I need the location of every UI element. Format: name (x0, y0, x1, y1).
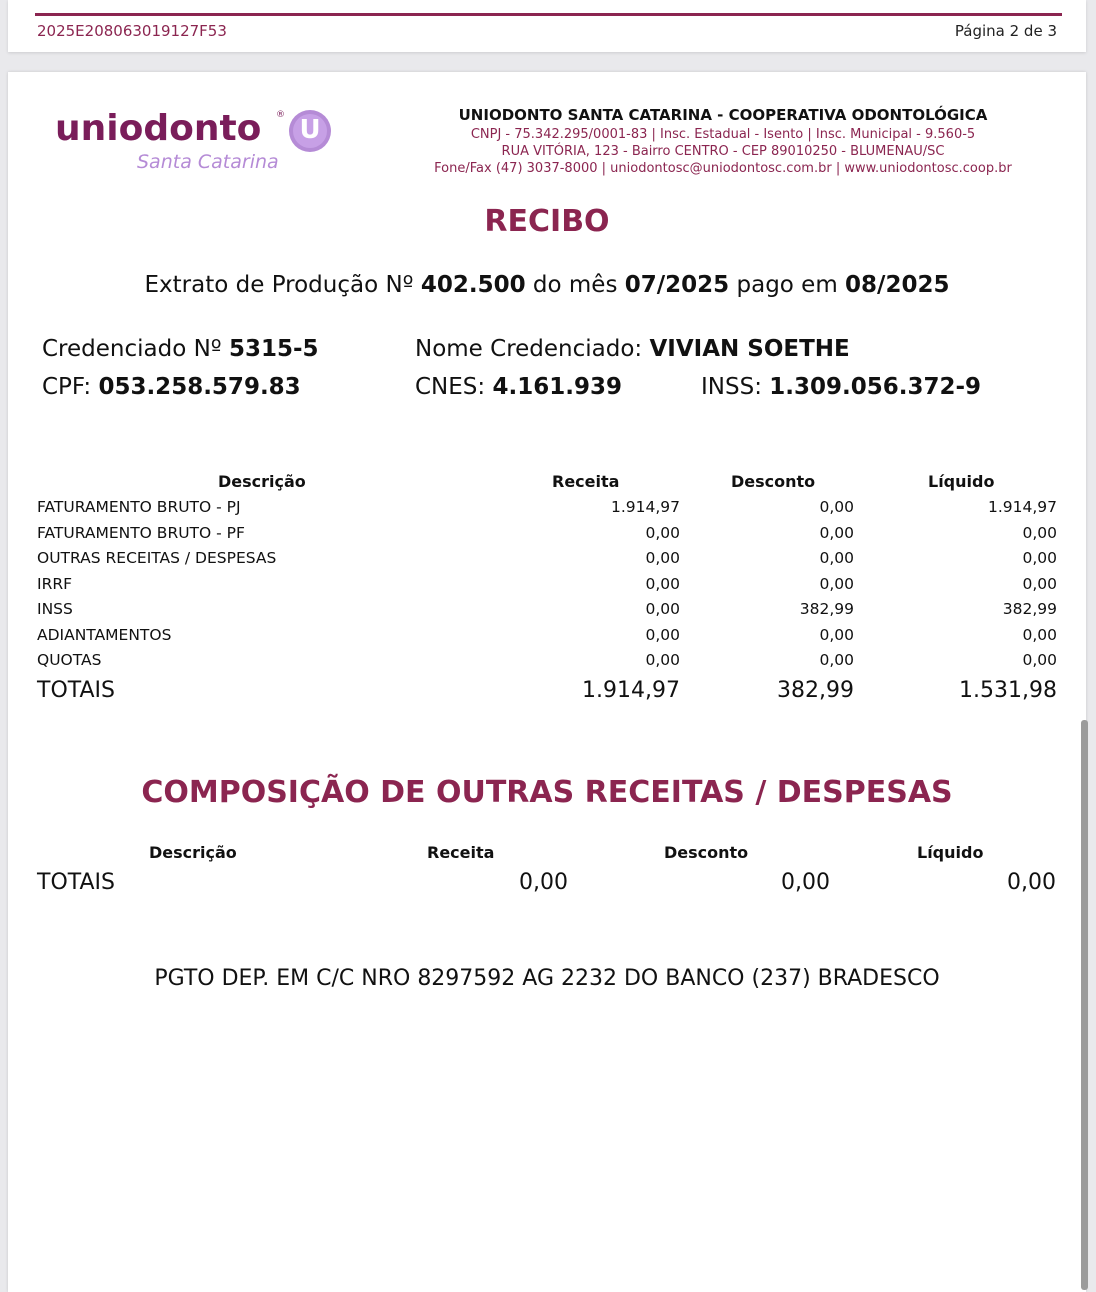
table-row-receita: 0,00 (645, 549, 680, 567)
inss (701, 374, 981, 400)
table-row-desconto: 0,00 (819, 524, 854, 542)
table-row-desconto: 0,00 (819, 575, 854, 593)
receipt-page (8, 72, 1086, 1292)
extrato-paid: 08/2025 (845, 272, 950, 298)
extrato-line (8, 272, 1086, 298)
totals-receita: 1.914,97 (582, 678, 680, 703)
table-row-liquido: 0,00 (1022, 626, 1057, 644)
extrato-mid2: pago em (736, 272, 838, 298)
header-desconto: Desconto (731, 472, 816, 491)
header-receita: Receita (552, 472, 620, 491)
document-code: 2025E208063019127F53 (37, 22, 227, 40)
table-row-desconto: 382,99 (799, 600, 854, 618)
table-row-receita: 0,00 (645, 651, 680, 669)
table-row-desc: FATURAMENTO BRUTO - PF (37, 524, 245, 542)
company-contact: Fone/Fax (47) 3037-8000 | uniodontosc@uniodontosc.com.br | www.uniodontosc.coop.br (434, 161, 1012, 176)
credenciado-number (42, 336, 319, 362)
table-row-liquido: 0,00 (1022, 575, 1057, 593)
table-row-desconto: 0,00 (819, 549, 854, 567)
table-row-liquido: 0,00 (1022, 651, 1057, 669)
table-row-liquido: 382,99 (1002, 600, 1057, 618)
table-row-receita: 0,00 (645, 575, 680, 593)
comp-header-receita: Receita (427, 843, 495, 862)
extrato-number: 402.500 (420, 272, 526, 298)
logo-registered-mark: ® (276, 110, 285, 120)
comp-header-desconto: Desconto (664, 843, 749, 862)
cnes-value: 4.161.939 (492, 374, 622, 400)
totals-desconto: 382,99 (777, 678, 854, 703)
logo-badge-icon (289, 110, 331, 152)
company-header (403, 106, 1043, 177)
cnes (415, 374, 622, 400)
comp-totals-label: TOTAIS (37, 870, 115, 895)
extrato-prefix: Extrato de Produção Nº (144, 272, 414, 298)
table-row-desconto: 0,00 (819, 651, 854, 669)
header-descricao: Descrição (218, 472, 306, 491)
inss-label: INSS: (701, 374, 762, 400)
comp-totals-receita: 0,00 (519, 870, 568, 895)
comp-header-descricao: Descrição (149, 843, 237, 862)
table-row-desc: ADIANTAMENTOS (37, 626, 172, 644)
footer-rule (35, 13, 1062, 16)
company-name: UNIODONTO SANTA CATARINA - COOPERATIVA ODONTOLÓGICA (458, 106, 988, 124)
logo-badge-letter: U (293, 114, 327, 148)
credenciado-name-value: VIVIAN SOETHE (649, 336, 850, 362)
credenciado-number-value: 5315-5 (228, 336, 319, 362)
table-row-liquido: 1.914,97 (987, 498, 1057, 516)
table-row-desconto: 0,00 (819, 626, 854, 644)
comp-totals-desconto: 0,00 (781, 870, 830, 895)
extrato-month: 07/2025 (624, 272, 730, 298)
uniodonto-logo (55, 108, 345, 184)
composition-title: COMPOSIÇÃO DE OUTRAS RECEITAS / DESPESAS (141, 775, 953, 810)
credenciado-name (415, 336, 850, 362)
receipt-title: RECIBO (484, 204, 610, 239)
header-liquido: Líquido (928, 472, 995, 491)
table-row-desc: FATURAMENTO BRUTO - PJ (37, 498, 241, 516)
table-row-receita: 0,00 (645, 600, 680, 618)
cpf-value: 053.258.579.83 (98, 374, 301, 400)
comp-header-liquido: Líquido (917, 843, 984, 862)
table-row-receita: 0,00 (645, 524, 680, 542)
credenciado-name-label: Nome Credenciado: (415, 336, 643, 362)
previous-page-footer (8, 0, 1086, 52)
totals-label: TOTAIS (37, 678, 115, 703)
logo-wordmark: uniodonto (55, 108, 262, 149)
company-address: RUA VITÓRIA, 123 - Bairro CENTRO - CEP 89010250 - BLUMENAU/SC (501, 144, 945, 159)
table-row-liquido: 0,00 (1022, 549, 1057, 567)
cnes-label: CNES: (415, 374, 486, 400)
table-row-desc: INSS (37, 600, 73, 618)
table-row-desc: IRRF (37, 575, 73, 593)
page-number: Página 2 de 3 (954, 22, 1057, 40)
cpf (42, 374, 301, 400)
table-row-liquido: 0,00 (1022, 524, 1057, 542)
credenciado-number-label: Credenciado Nº (42, 336, 222, 362)
table-row-desc: OUTRAS RECEITAS / DESPESAS (37, 549, 277, 567)
extrato-mid1: do mês (532, 272, 618, 298)
table-row-desc: QUOTAS (37, 651, 102, 669)
payment-info: PGTO DEP. EM C/C NRO 8297592 AG 2232 DO BANCO (237) BRADESCO (154, 966, 940, 991)
inss-value: 1.309.056.372-9 (769, 374, 982, 400)
company-cnpj: CNPJ - 75.342.295/0001-83 | Insc. Estadual - Isento | Insc. Municipal - 9.560-5 (470, 127, 976, 142)
totals-liquido: 1.531,98 (959, 678, 1057, 703)
table-row-desconto: 0,00 (819, 498, 854, 516)
cpf-label: CPF: (42, 374, 92, 400)
table-row-receita: 1.914,97 (610, 498, 680, 516)
scrollbar-thumb[interactable] (1081, 720, 1088, 1290)
table-row-receita: 0,00 (645, 626, 680, 644)
logo-subtitle: Santa Catarina (137, 151, 279, 173)
comp-totals-liquido: 0,00 (1007, 870, 1056, 895)
